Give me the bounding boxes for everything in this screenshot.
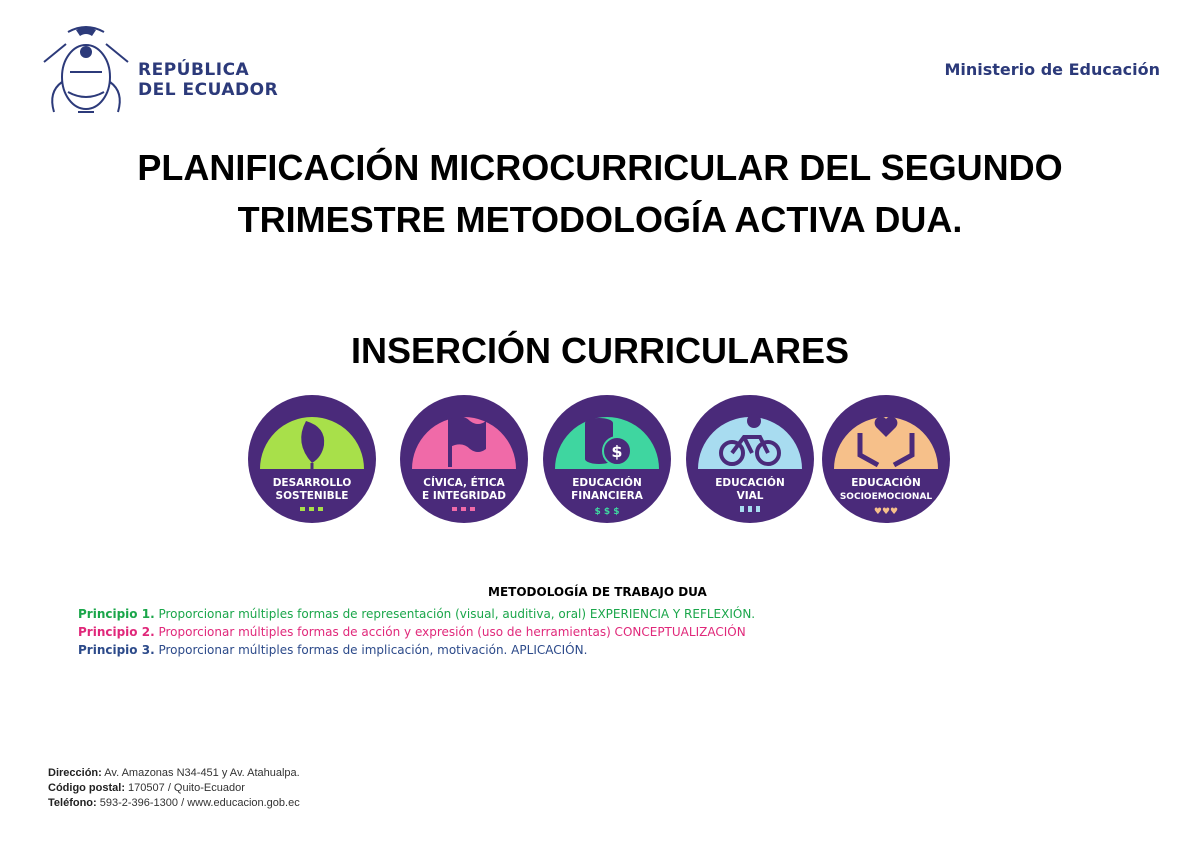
- document-title: [60, 142, 1140, 246]
- ecuador-coat-of-arms-icon: [38, 22, 134, 122]
- badge-label-line1: CÍVICA, ÉTICA: [423, 477, 505, 489]
- country-name: [138, 60, 278, 100]
- principle-3-text: Proporcionar múltiples formas de implicación, motivación. APLICACIÓN.: [154, 643, 588, 657]
- curricular-insertion-badges: [246, 393, 956, 528]
- badge-educacion-socioemocional: [820, 393, 952, 525]
- page-footer: [48, 766, 300, 811]
- road-marks-icon: [740, 506, 760, 512]
- principle-2-text: Proporcionar múltiples formas de acción y expresión (uso de herramientas) CONCEPTUALIZACIÓN: [154, 625, 746, 639]
- methodology-section: [78, 585, 1138, 659]
- footer-postal: Código postal: 170507 / Quito-Ecuador: [48, 782, 245, 794]
- badge-label-line1: DESARROLLO: [272, 477, 352, 489]
- badge-label-line2: E INTEGRIDAD: [421, 490, 507, 502]
- badge-civica-etica: [398, 393, 530, 525]
- page-header: [0, 0, 1200, 130]
- badge-label-line1: EDUCACIÓN: [851, 477, 921, 489]
- badge-label-line2: SOSTENIBLE: [275, 490, 349, 502]
- principle-2: [78, 623, 1138, 641]
- principle-2-label: Principio 2.: [78, 625, 155, 639]
- principle-3: [78, 641, 1138, 659]
- principle-3-label: Principio 3.: [78, 643, 155, 657]
- principle-1-text: Proporcionar múltiples formas de representación (visual, auditiva, oral) EXPERIENCIA Y REFLEXIÓN.: [154, 607, 756, 621]
- badge-label-line2: FINANCIERA: [571, 490, 643, 502]
- principle-1-label: Principio 1.: [78, 607, 155, 621]
- footer-phone: Teléfono: 593-2-396-1300 / www.educacion.gob.ec: [48, 797, 300, 809]
- country-line2: DEL ECUADOR: [138, 80, 279, 100]
- country-line1: REPÚBLICA: [138, 60, 250, 80]
- title-line2: TRIMESTRE METODOLOGÍA ACTIVA DUA.: [237, 199, 963, 240]
- title-line1: PLANIFICACIÓN MICROCURRICULAR DEL SEGUNDO: [137, 147, 1063, 188]
- leaf-marks-icon: [300, 507, 323, 511]
- principle-1: [78, 605, 1138, 623]
- badge-desarrollo-sostenible: [246, 393, 378, 525]
- badge-label-line1: EDUCACIÓN: [572, 477, 642, 489]
- badge-label-line1: EDUCACIÓN: [715, 477, 785, 489]
- badge-marks: $ $ $: [594, 507, 620, 517]
- footer-address: Dirección: Av. Amazonas N34-451 y Av. Atahualpa.: [48, 767, 300, 779]
- svg-text:$: $: [611, 442, 623, 461]
- ministry-name: Ministerio de Educación: [944, 60, 1160, 79]
- methodology-title: METODOLOGÍA DE TRABAJO DUA: [488, 585, 707, 599]
- badge-label-line2: SOCIOEMOCIONAL: [839, 492, 933, 502]
- badge-marks: ♥♥♥: [873, 507, 899, 517]
- section-subtitle: INSERCIÓN CURRICULARES: [350, 330, 850, 371]
- badge-educacion-financiera: [541, 393, 673, 525]
- badge-educacion-vial: [684, 393, 816, 525]
- flag-marks-icon: [452, 507, 475, 511]
- badge-label-line2: VIAL: [736, 490, 764, 502]
